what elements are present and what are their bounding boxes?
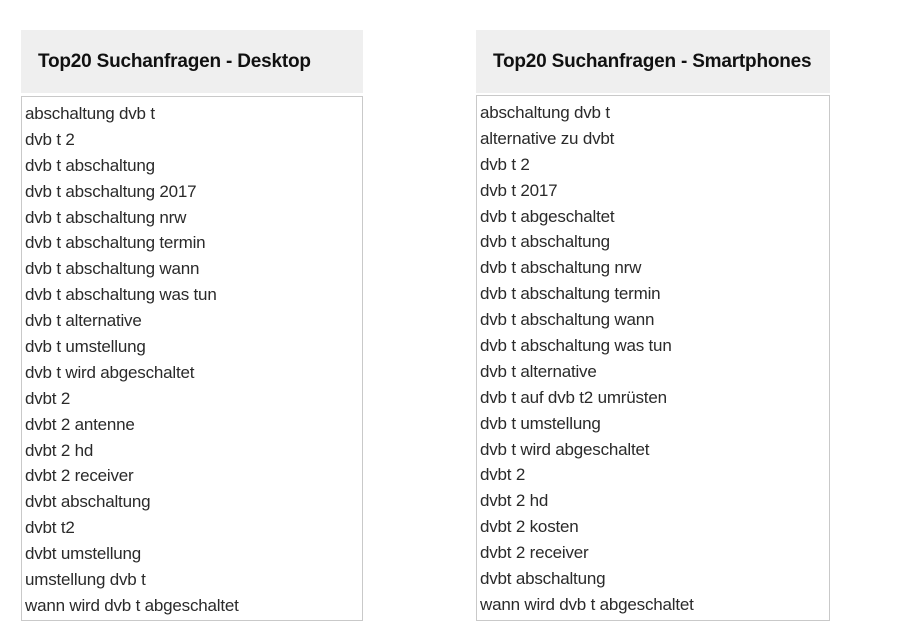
desktop-query-item: dvbt umstellung [25, 544, 142, 564]
desktop-query-item: dvb t abschaltung termin [25, 233, 206, 253]
smartphones-query-item: dvb t abschaltung termin [480, 284, 661, 304]
desktop-query-list [21, 96, 363, 621]
smartphones-query-item: dvbt 2 [480, 465, 526, 485]
smartphones-query-item: dvbt abschaltung [480, 569, 606, 589]
desktop-query-item: dvb t abschaltung [25, 155, 155, 175]
smartphones-query-item: dvb t abschaltung was tun [480, 336, 672, 356]
smartphones-query-list [476, 95, 830, 621]
smartphones-query-item: dvb t abschaltung wann [480, 310, 655, 330]
smartphones-query-item: dvb t 2 [480, 154, 530, 174]
smartphones-query-item: dvb t abgeschaltet [480, 206, 615, 226]
desktop-query-item: abschaltung dvb t [25, 104, 155, 123]
desktop-query-item: dvb t umstellung [25, 337, 146, 357]
smartphones-query-item: dvb t alternative [480, 361, 597, 381]
smartphones-query-item: abschaltung dvb t [480, 103, 610, 122]
desktop-query-item: dvb t abschaltung 2017 [25, 181, 197, 201]
desktop-query-item: dvb t alternative [25, 311, 142, 331]
smartphones-query-item: dvb t wird abgeschaltet [480, 439, 650, 459]
smartphones-query-item: dvb t auf dvb t2 umrüsten [480, 387, 667, 407]
desktop-query-item: dvb t wird abgeschaltet [25, 362, 195, 382]
smartphones-panel [476, 30, 830, 621]
desktop-query-item: dvb t 2 [25, 129, 75, 149]
smartphones-query-item: alternative zu dvbt [480, 128, 615, 148]
smartphones-query-item: dvb t 2017 [480, 180, 558, 200]
desktop-panel-title: Top20 Suchanfragen - Desktop [38, 50, 311, 72]
desktop-query-item: dvb t abschaltung wann [25, 259, 200, 279]
desktop-query-item: dvbt 2 hd [25, 440, 94, 460]
smartphones-panel-title: Top20 Suchanfragen - Smartphones [493, 50, 812, 72]
smartphones-query-item: dvbt 2 hd [480, 491, 549, 511]
smartphones-query-item: dvb t abschaltung [480, 232, 610, 252]
smartphones-query-item: dvbt 2 kosten [480, 517, 579, 537]
smartphones-query-item: dvb t abschaltung nrw [480, 258, 642, 278]
smartphones-panel-header [476, 30, 830, 93]
desktop-query-item: dvbt 2 receiver [25, 466, 134, 486]
desktop-query-item: dvb t abschaltung nrw [25, 207, 187, 227]
desktop-panel-header [21, 30, 363, 93]
desktop-query-item: dvbt t2 [25, 518, 75, 538]
smartphones-query-item: wann wird dvb t abgeschaltet [480, 594, 694, 614]
smartphones-query-item: dvbt 2 receiver [480, 543, 589, 563]
desktop-query-item: dvbt 2 [25, 388, 71, 408]
desktop-query-item: wann wird dvb t abgeschaltet [25, 595, 239, 615]
desktop-query-item: dvb t abschaltung was tun [25, 285, 217, 305]
desktop-query-item: dvbt 2 antenne [25, 414, 135, 434]
desktop-query-item: dvbt abschaltung [25, 492, 151, 512]
desktop-panel [21, 30, 363, 621]
smartphones-query-item: dvb t umstellung [480, 413, 601, 433]
desktop-query-item: umstellung dvb t [25, 570, 146, 590]
